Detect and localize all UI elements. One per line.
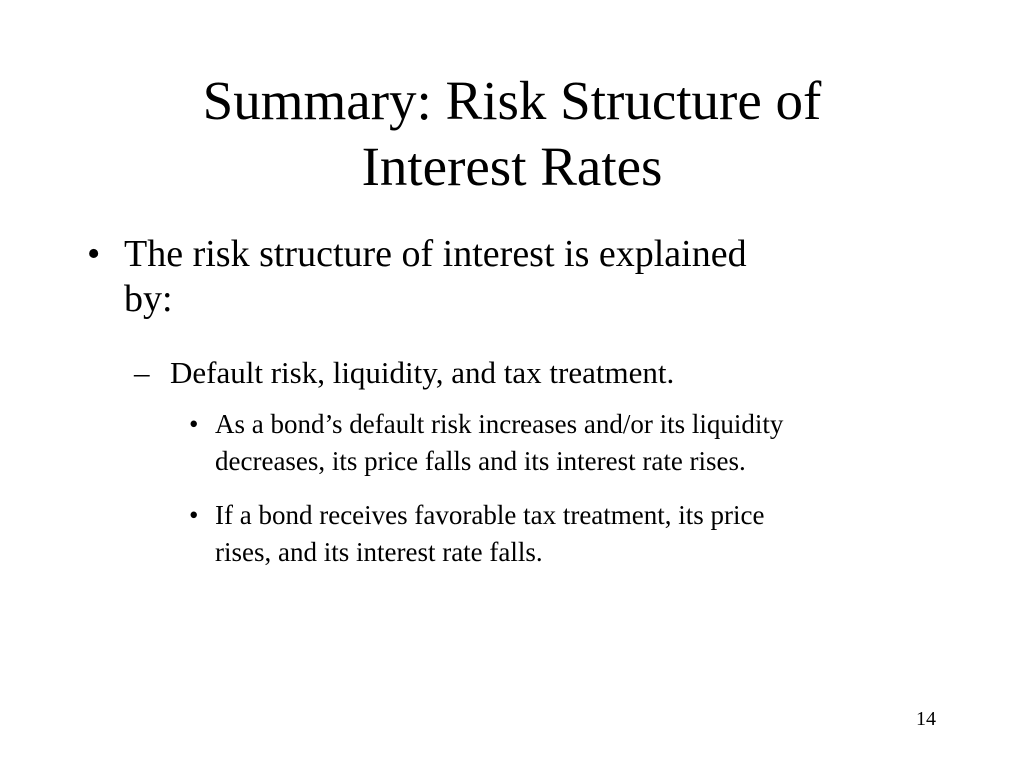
slide-title bbox=[60, 68, 964, 200]
bullet-text-line-2: rises, and its interest rate falls. bbox=[215, 537, 543, 567]
page-number: 14 bbox=[916, 708, 936, 730]
bullet-dot: • bbox=[189, 409, 199, 439]
bullet-text-line-1: As a bond’s default risk increases and/or its liquidity bbox=[215, 409, 784, 439]
bullet-text-line-1: The risk structure of interest is explained bbox=[124, 233, 747, 275]
bullet-text bbox=[215, 406, 945, 480]
bullet-text-line-2: decreases, its price falls and its interest rate rises. bbox=[215, 446, 746, 476]
bullet-dot: • bbox=[87, 233, 101, 275]
bullet-dot: • bbox=[189, 500, 199, 530]
bullet-text bbox=[215, 497, 945, 571]
slide-title-line-1: Summary: Risk Structure of bbox=[202, 70, 822, 131]
bullet-text-line-2: by: bbox=[124, 278, 173, 320]
bullet-dash: – bbox=[134, 355, 150, 390]
bullet-text-line-1: If a bond receives favorable tax treatment, its price bbox=[215, 500, 765, 530]
bullet-text bbox=[124, 232, 884, 322]
slide-title-line-2: Interest Rates bbox=[361, 136, 663, 197]
bullet-text: Default risk, liquidity, and tax treatment. bbox=[170, 355, 675, 390]
